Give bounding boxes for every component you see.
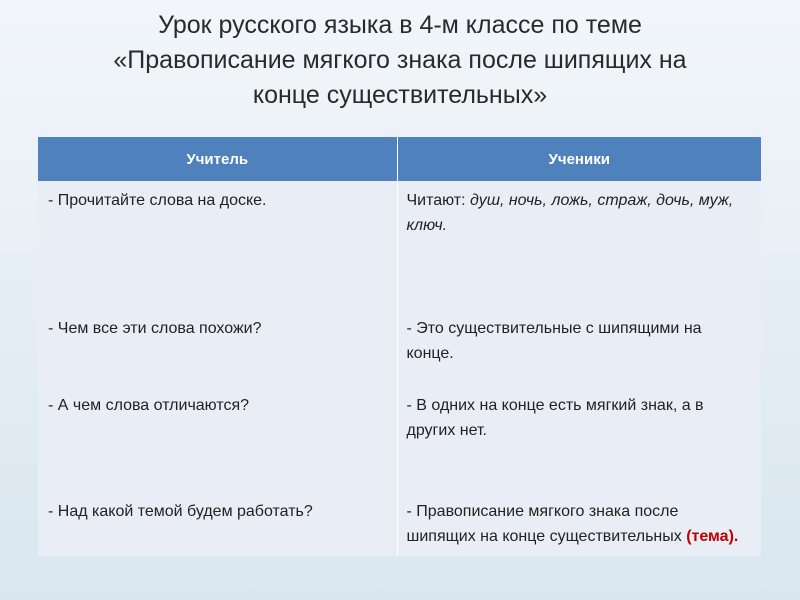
students-cell [397,181,761,556]
answer-4-text: - Правописание мягкого знака после шипящих на конце существительных [406,503,682,545]
read-label: Читают: [406,192,466,209]
theme-mark: (тема). [686,528,739,545]
teacher-cell [38,181,397,556]
students-answer-3: - В одних на конце есть мягкий знак, а в других нет. [406,397,704,439]
title-line-3: конце существительных» [252,81,548,109]
students-answer-4 [407,499,742,549]
table-row [38,181,761,556]
title-line-1: Урок русского языка в 4-м классе по теме [158,11,642,39]
lesson-table [38,137,761,556]
table-header-row [38,137,761,181]
header-students: Ученики [397,137,761,181]
slide-title [20,8,780,113]
read-words: душ, ночь, ложь, страж, дочь, муж, ключ. [406,192,734,234]
students-answer-2: - Это существительные с шипящими на конце. [406,320,702,362]
teacher-line-1: - Прочитайте слова на доске. [48,192,267,209]
title-line-2: «Правописание мягкого знака после шипящих на [113,46,687,74]
students-answer-1 [407,188,752,238]
teacher-line-2: - Чем все эти слова похожи? [48,320,262,337]
header-teacher: Учитель [38,137,397,181]
teacher-line-3: - А чем слова отличаются? [48,397,250,414]
teacher-line-4: - Над какой темой будем работать? [48,503,313,520]
